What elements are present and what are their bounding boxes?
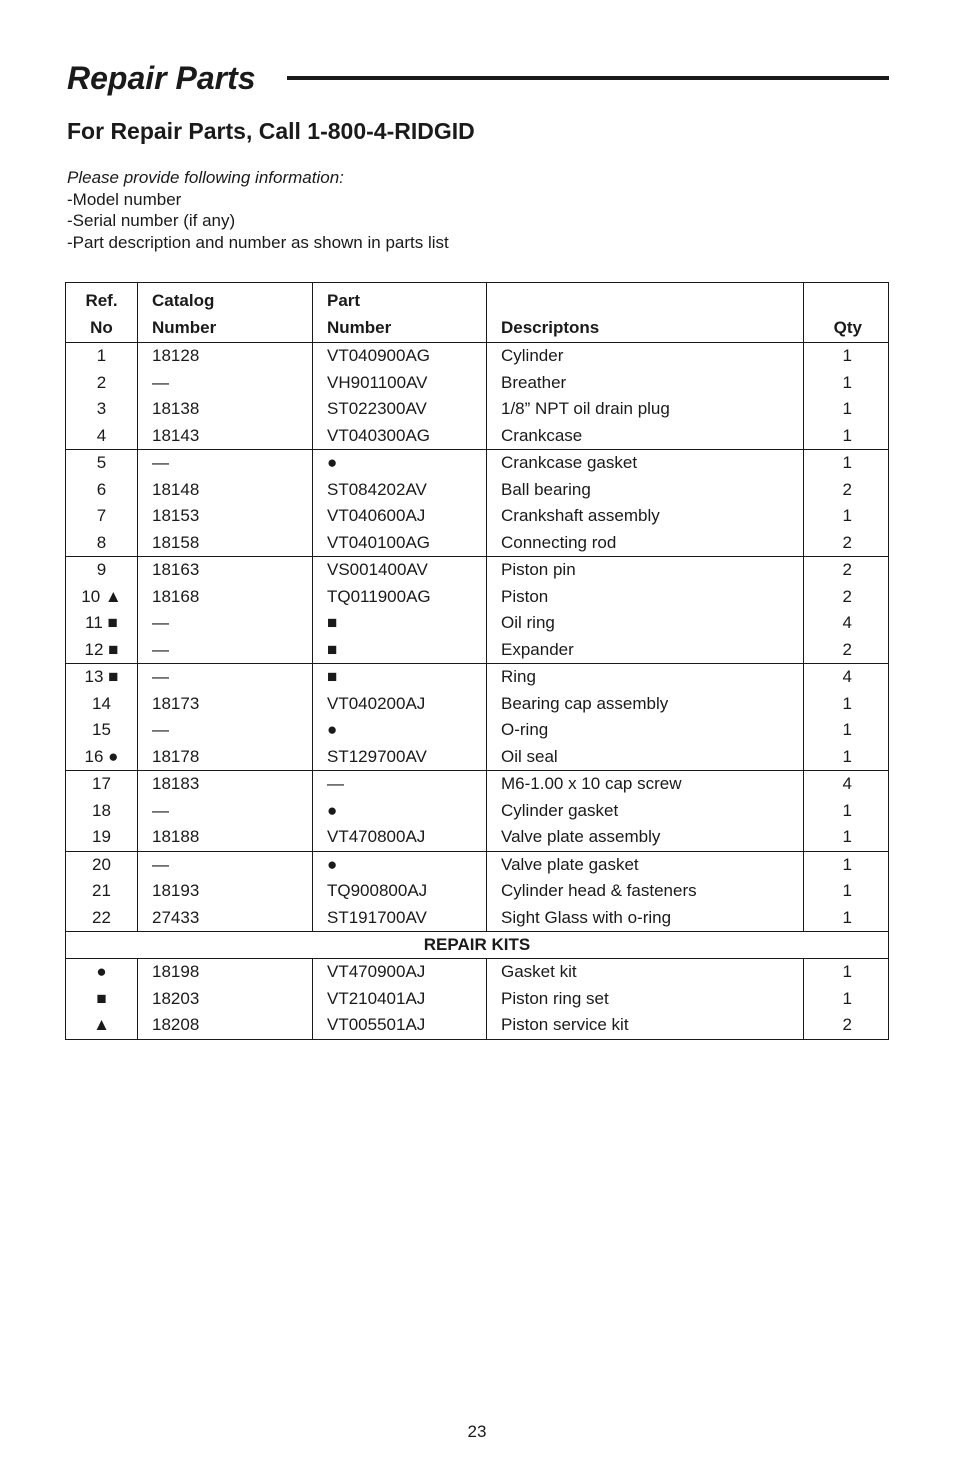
title-rule	[287, 76, 889, 80]
cell-ref: 11 ■	[66, 610, 138, 637]
cell-description: Crankcase	[487, 423, 804, 450]
cell-part: TQ011900AG	[313, 584, 487, 611]
table-row	[66, 343, 889, 370]
cell-qty: 1	[804, 905, 889, 932]
cell-part: —	[313, 771, 487, 798]
cell-description: Oil ring	[487, 610, 804, 637]
cell-description: Cylinder head & fasteners	[487, 878, 804, 905]
cell-qty: 1	[804, 691, 889, 718]
header-description: Descriptons	[487, 283, 804, 343]
cell-catalog: —	[138, 370, 313, 397]
cell-qty: 1	[804, 717, 889, 744]
cell-part: TQ900800AJ	[313, 878, 487, 905]
cell-ref: 9	[66, 557, 138, 584]
cell-description: Oil seal	[487, 744, 804, 771]
cell-qty: 4	[804, 771, 889, 798]
cell-catalog: 18208	[138, 1012, 313, 1039]
cell-ref: 14	[66, 691, 138, 718]
cell-description: O-ring	[487, 717, 804, 744]
cell-part: VS001400AV	[313, 557, 487, 584]
cell-description: Valve plate gasket	[487, 851, 804, 878]
cell-catalog: —	[138, 717, 313, 744]
cell-ref: 17	[66, 771, 138, 798]
cell-description: Valve plate assembly	[487, 824, 804, 851]
cell-description: 1/8” NPT oil drain plug	[487, 396, 804, 423]
cell-ref: 19	[66, 824, 138, 851]
cell-catalog: 18203	[138, 986, 313, 1013]
cell-catalog: 18183	[138, 771, 313, 798]
header-part	[313, 283, 487, 343]
cell-part: ●	[313, 717, 487, 744]
table-row	[66, 610, 889, 637]
cell-qty: 1	[804, 423, 889, 450]
cell-description: Sight Glass with o-ring	[487, 905, 804, 932]
cell-ref: 16 ●	[66, 744, 138, 771]
cell-qty: 2	[804, 557, 889, 584]
table-row	[66, 905, 889, 932]
cell-qty: 2	[804, 637, 889, 664]
cell-qty: 1	[804, 450, 889, 477]
cell-catalog: 18143	[138, 423, 313, 450]
cell-part: VT040600AJ	[313, 503, 487, 530]
cell-part: ■	[313, 637, 487, 664]
cell-part: ●	[313, 851, 487, 878]
cell-qty: 4	[804, 664, 889, 691]
parts-group	[66, 343, 889, 450]
cell-description: Bearing cap assembly	[487, 691, 804, 718]
cell-catalog: 18168	[138, 584, 313, 611]
table-row	[66, 370, 889, 397]
cell-qty: 2	[804, 1012, 889, 1039]
cell-description: Cylinder	[487, 343, 804, 370]
parts-group	[66, 851, 889, 932]
table-row	[66, 423, 889, 450]
cell-qty: 1	[804, 986, 889, 1013]
cell-catalog: 18163	[138, 557, 313, 584]
cell-ref: 10 ▲	[66, 584, 138, 611]
cell-part: ●	[313, 450, 487, 477]
cell-ref: 13 ■	[66, 664, 138, 691]
cell-qty: 2	[804, 584, 889, 611]
parts-group	[66, 450, 889, 557]
cell-qty: 1	[804, 878, 889, 905]
parts-group	[66, 664, 889, 771]
cell-catalog: —	[138, 851, 313, 878]
cell-description: Expander	[487, 637, 804, 664]
cell-qty: 1	[804, 503, 889, 530]
cell-catalog: —	[138, 450, 313, 477]
kits-heading: REPAIR KITS	[66, 932, 889, 959]
header-catalog-line1: Catalog	[152, 291, 215, 310]
cell-ref: 4	[66, 423, 138, 450]
cell-qty: 1	[804, 851, 889, 878]
header-catalog-line2: Number	[152, 318, 217, 337]
header-part-line1: Part	[327, 291, 361, 310]
parts-group	[66, 771, 889, 852]
cell-ref: 6	[66, 477, 138, 504]
cell-description: Gasket kit	[487, 959, 804, 986]
cell-catalog: —	[138, 798, 313, 825]
table-row	[66, 637, 889, 664]
cell-description: Connecting rod	[487, 530, 804, 557]
header-part-line2: Number	[327, 318, 392, 337]
cell-qty: 1	[804, 396, 889, 423]
cell-ref: 7	[66, 503, 138, 530]
cell-description: Piston pin	[487, 557, 804, 584]
cell-part: VT040200AJ	[313, 691, 487, 718]
cell-ref: ●	[66, 959, 138, 986]
cell-part: VH901100AV	[313, 370, 487, 397]
cell-description: Piston service kit	[487, 1012, 804, 1039]
cell-qty: 1	[804, 343, 889, 370]
header-ref-line1: Ref.	[85, 291, 118, 310]
cell-qty: 1	[804, 798, 889, 825]
table-row	[66, 584, 889, 611]
cell-description: Piston ring set	[487, 986, 804, 1013]
parts-group	[66, 557, 889, 664]
cell-ref: 22	[66, 905, 138, 932]
cell-part: VT470800AJ	[313, 824, 487, 851]
cell-catalog: 18178	[138, 744, 313, 771]
cell-part: ST129700AV	[313, 744, 487, 771]
table-row	[66, 664, 889, 691]
cell-ref: 15	[66, 717, 138, 744]
table-row	[66, 986, 889, 1013]
cell-qty: 2	[804, 530, 889, 557]
table-row	[66, 771, 889, 798]
cell-ref: 5	[66, 450, 138, 477]
kits-group	[66, 959, 889, 1040]
table-row	[66, 744, 889, 771]
cell-description: Cylinder gasket	[487, 798, 804, 825]
cell-ref: 2	[66, 370, 138, 397]
cell-qty: 1	[804, 959, 889, 986]
cell-catalog: 18153	[138, 503, 313, 530]
kits-heading-row	[66, 932, 889, 959]
page-header	[67, 58, 889, 100]
table-row	[66, 878, 889, 905]
cell-catalog: 18188	[138, 824, 313, 851]
table-row	[66, 959, 889, 986]
cell-description: Ball bearing	[487, 477, 804, 504]
cell-catalog: —	[138, 664, 313, 691]
cell-ref: 12 ■	[66, 637, 138, 664]
cell-catalog: 18173	[138, 691, 313, 718]
header-catalog	[138, 283, 313, 343]
page-subtitle: For Repair Parts, Call 1-800-4-RIDGID	[67, 118, 475, 144]
cell-qty: 2	[804, 477, 889, 504]
cell-qty: 1	[804, 370, 889, 397]
header-qty: Qty	[804, 283, 889, 343]
table-row	[66, 477, 889, 504]
page-title: Repair Parts	[67, 60, 256, 96]
cell-ref: 21	[66, 878, 138, 905]
cell-catalog: 18138	[138, 396, 313, 423]
cell-part: ■	[313, 664, 487, 691]
cell-part: ■	[313, 610, 487, 637]
info-lead: Please provide following information:	[67, 168, 344, 187]
header-ref-line2: No	[90, 318, 113, 337]
cell-part: VT040100AG	[313, 530, 487, 557]
cell-description: Crankshaft assembly	[487, 503, 804, 530]
table-row	[66, 557, 889, 584]
cell-description: M6-1.00 x 10 cap screw	[487, 771, 804, 798]
cell-part: VT005501AJ	[313, 1012, 487, 1039]
cell-ref: 1	[66, 343, 138, 370]
cell-part: ST084202AV	[313, 477, 487, 504]
cell-catalog: 18158	[138, 530, 313, 557]
cell-ref: 8	[66, 530, 138, 557]
table-header-row	[66, 283, 889, 343]
info-line: -Serial number (if any)	[67, 211, 236, 231]
parts-table	[65, 282, 889, 1040]
cell-qty: 1	[804, 744, 889, 771]
cell-catalog: 27433	[138, 905, 313, 932]
cell-part: ●	[313, 798, 487, 825]
cell-catalog: 18148	[138, 477, 313, 504]
info-line: -Model number	[67, 189, 182, 209]
cell-part: ST191700AV	[313, 905, 487, 932]
table-row	[66, 503, 889, 530]
info-line: -Part description and number as shown in parts list	[67, 233, 449, 253]
table-row	[66, 691, 889, 718]
cell-catalog: —	[138, 637, 313, 664]
table-row	[66, 798, 889, 825]
cell-qty: 1	[804, 824, 889, 851]
cell-ref: 3	[66, 396, 138, 423]
page-number: 23	[467, 1422, 487, 1441]
cell-ref: ▲	[66, 1012, 138, 1039]
cell-ref: ■	[66, 986, 138, 1013]
cell-qty: 4	[804, 610, 889, 637]
table-row	[66, 717, 889, 744]
table-row	[66, 450, 889, 477]
table-row	[66, 851, 889, 878]
cell-ref: 20	[66, 851, 138, 878]
cell-catalog: 18193	[138, 878, 313, 905]
table-row	[66, 530, 889, 557]
cell-description: Ring	[487, 664, 804, 691]
cell-description: Breather	[487, 370, 804, 397]
cell-ref: 18	[66, 798, 138, 825]
cell-part: VT040900AG	[313, 343, 487, 370]
info-block	[67, 167, 449, 254]
cell-part: VT470900AJ	[313, 959, 487, 986]
cell-catalog: 18128	[138, 343, 313, 370]
cell-part: VT210401AJ	[313, 986, 487, 1013]
cell-description: Piston	[487, 584, 804, 611]
cell-catalog: 18198	[138, 959, 313, 986]
cell-catalog: —	[138, 610, 313, 637]
table-row	[66, 824, 889, 851]
cell-part: VT040300AG	[313, 423, 487, 450]
header-ref	[66, 283, 138, 343]
cell-description: Crankcase gasket	[487, 450, 804, 477]
cell-part: ST022300AV	[313, 396, 487, 423]
table-row	[66, 1012, 889, 1039]
table-row	[66, 396, 889, 423]
